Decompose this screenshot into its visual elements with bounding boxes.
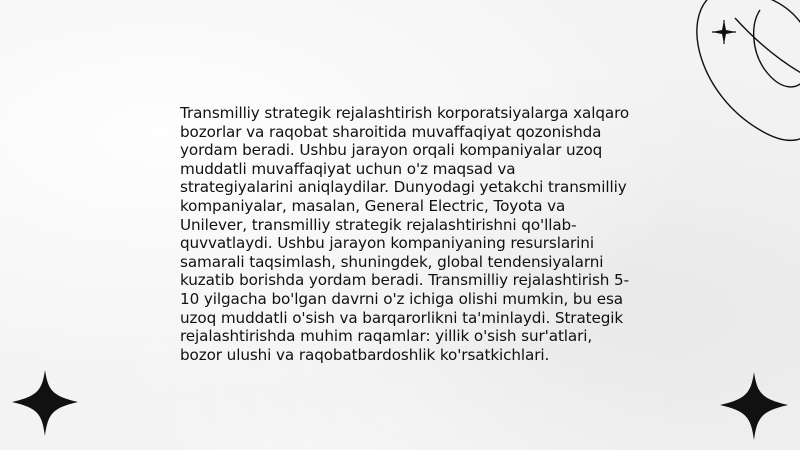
four-point-star-icon (718, 370, 790, 442)
four-point-star-icon (10, 368, 80, 438)
body-paragraph: Transmilliy strategik rejalashtirish korporatsiyalarga xalqaro bozorlar va raqobat sharoitida muvaffaqiyat qozonishda yordam beradi. Ushbu jarayon orqali kompaniyalar uzoq muddatli muvaffaqiyat uchun o'z maqsad va strategiyalarini aniqlaydilar. Dunyodagi yetakchi transmilliy kompaniyalar, masalan, General Electric, Toyota va Unilever, transmilliy strategik rejalashtirishni qo'llab-quvvatlaydi. Ushbu jarayon kompaniyaning resurslarini samarali taqsimlash, shuningdek, global tendensiyalarni kuzatib borishda yordam beradi. Transmilliy rejalashtirish 5-10 yilgacha bo'lgan davrni o'z ichiga olishi mumkin, bu esa uzoq muddatli o'sish va barqarorlikni ta'minlaydi. Strategik rejalashtirishda muhim raqamlar: yillik o'sish sur'atlari, bozor ulushi va raqobatbardoshlik ko'rsatkichlari. (180, 104, 630, 364)
orbit-sparkle-icon (660, 0, 800, 150)
